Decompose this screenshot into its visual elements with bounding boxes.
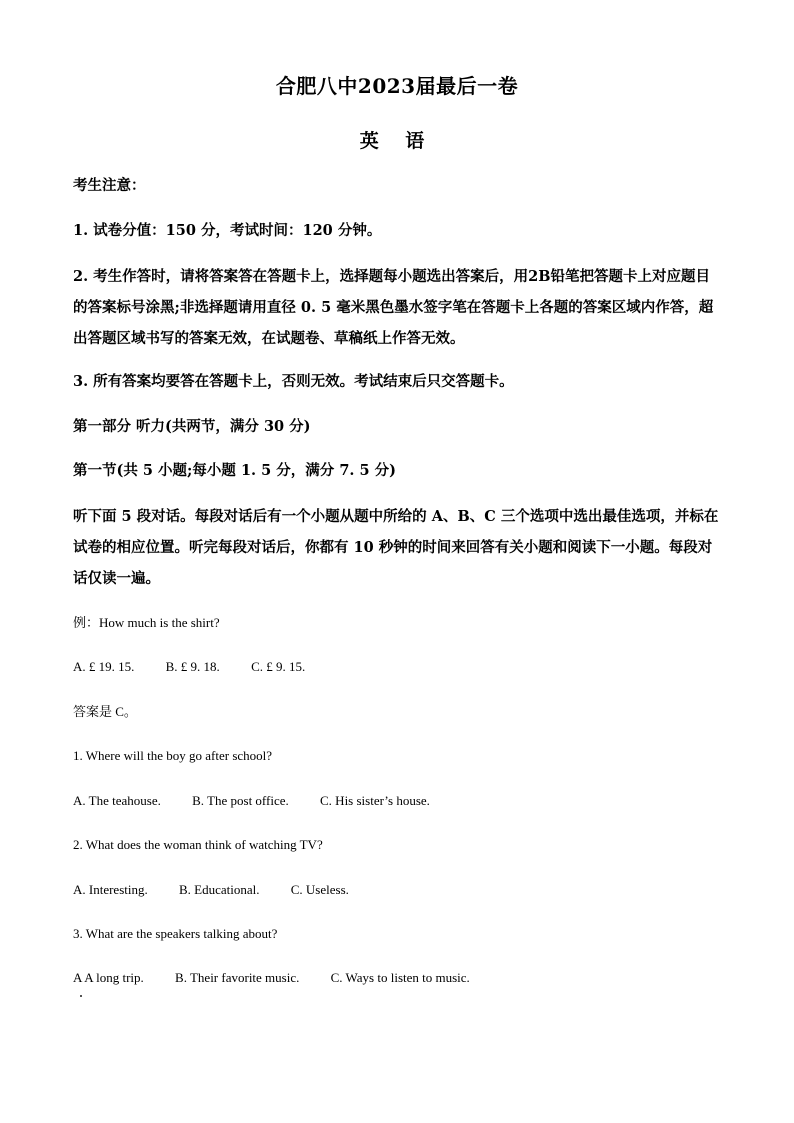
question-2-option-a: A. Interesting. bbox=[73, 882, 148, 897]
notice-item-3: 3. 所有答案均要答在答题卡上，否则无效。考试结束后只交答题卡。 bbox=[73, 373, 514, 390]
example-answer: 答案是 C。 bbox=[73, 704, 137, 719]
question-3-option-b: B. Their favorite music. bbox=[175, 970, 300, 985]
question-3: 3. What are the speakers talking about? bbox=[73, 926, 278, 941]
example-option-a: A. £ 19. 15. bbox=[73, 659, 135, 674]
scan-dot-mark bbox=[80, 995, 82, 997]
question-1: 1. Where will the boy go after school? bbox=[73, 748, 273, 763]
question-1-option-c: C. His sister’s house. bbox=[320, 793, 430, 808]
question-3-option-c: C. Ways to listen to music. bbox=[330, 970, 470, 985]
part1-title: 第一部分 听力(共两节，满分 30 分) bbox=[73, 418, 311, 435]
notice-item-1: 1. 试卷分值：150 分，考试时间：120 分钟。 bbox=[73, 222, 382, 239]
question-2-options bbox=[73, 874, 724, 906]
exam-title: 合肥八中2023届最后一卷 bbox=[275, 74, 519, 98]
notice-item-2: 2. 考生作答时，请将答案答在答题卡上，选择题每小题选出答案后，用2B铅笔把答题卡上对应题目的答案标号涂黑;非选择题请用直径 0. 5 毫米黑色墨水签字笔在答题卡上各题的答案区域内作答，超出答题区域书写的答案无效，在试题卷、草稿纸上作答无效。 bbox=[73, 268, 714, 347]
example-options bbox=[73, 651, 724, 683]
notice-heading: 考生注意： bbox=[73, 177, 146, 194]
question-1-option-b: B. The post office. bbox=[192, 793, 289, 808]
question-2-option-c: C. Useless. bbox=[290, 882, 349, 897]
question-2-option-b: B. Educational. bbox=[178, 882, 260, 897]
question-2: 2. What does the woman think of watching TV? bbox=[73, 837, 323, 852]
subject-title: 英 语 bbox=[359, 130, 435, 152]
question-1-option-a: A. The teahouse. bbox=[73, 793, 161, 808]
question-1-options bbox=[73, 785, 724, 817]
example-option-c: C. £ 9. 15. bbox=[251, 659, 306, 674]
example-question: 例：How much is the shirt? bbox=[73, 615, 220, 630]
section1-title: 第一节(共 5 小题;每小题 1. 5 分，满分 7. 5 分) bbox=[73, 462, 396, 479]
question-3-options bbox=[73, 962, 724, 994]
section1-instructions: 听下面 5 段对话。每段对话后有一个小题从题中所给的 A、B、C 三个选项中选出最佳选项，并标在试卷的相应位置。听完每段对话后，你都有 10 秒钟的时间来回答有关小题和阅读下一小题。每段对话仅读一遍。 bbox=[73, 508, 719, 587]
question-3-option-a: A A long trip. bbox=[73, 970, 144, 985]
example-option-b: B. £ 9. 18. bbox=[165, 659, 220, 674]
